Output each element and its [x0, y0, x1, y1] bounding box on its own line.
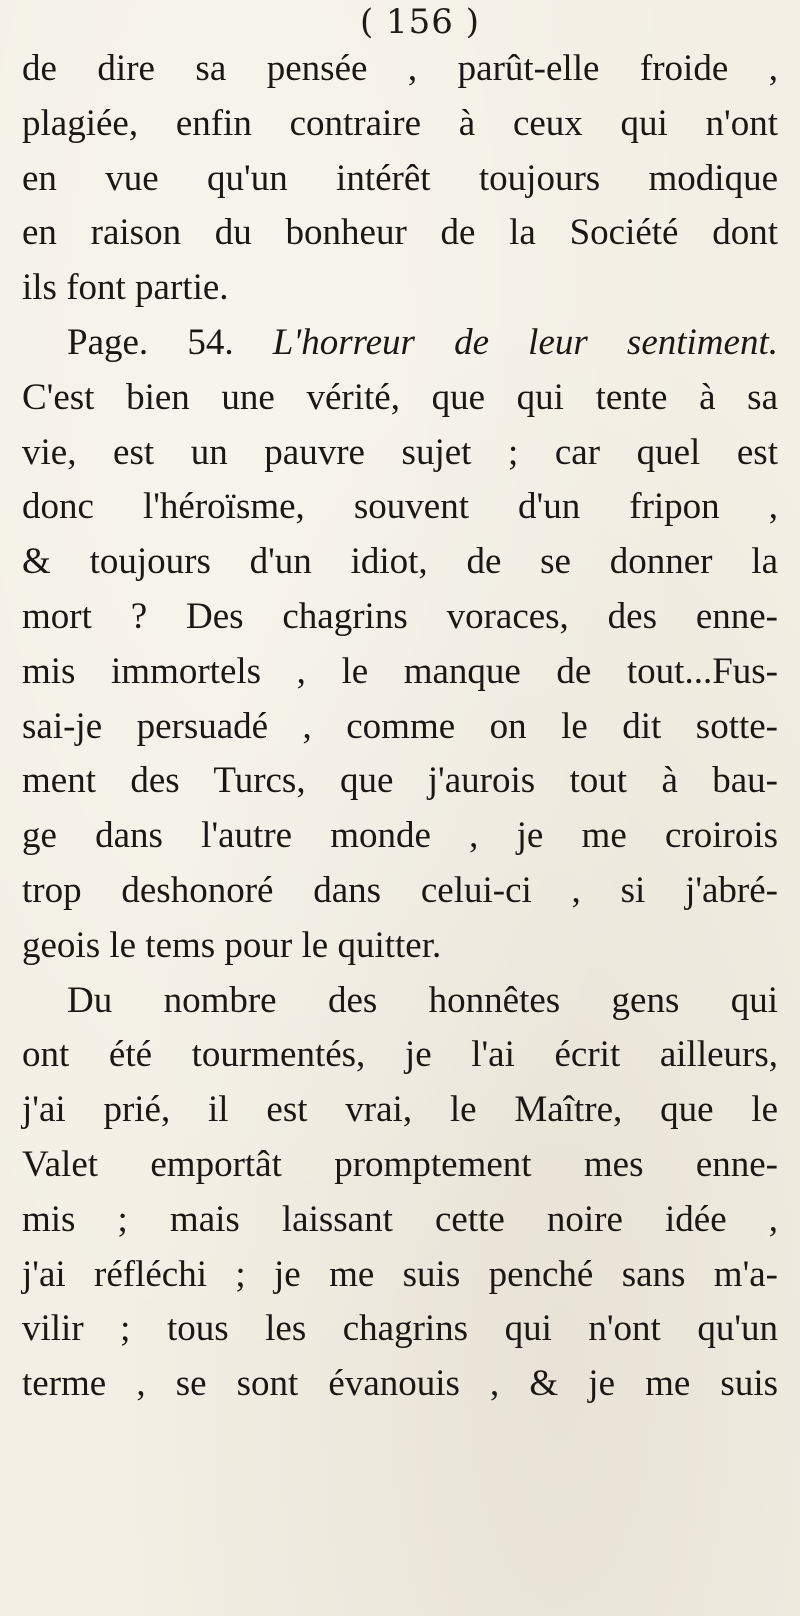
text-line: terme , se sont évanouis , & je me suis — [22, 1363, 778, 1405]
page-text — [22, 42, 778, 1412]
page-reference-title: L'horreur de leur sentiment. — [272, 321, 778, 363]
text-line: mort ? Des chagrins voraces, des enne- — [22, 595, 778, 637]
page-reference-line — [22, 316, 778, 371]
text-line: Valet emportât promptement mes enne- — [22, 1143, 778, 1185]
text-line: sai-je persuadé , comme on le dit sotte- — [22, 705, 778, 747]
text-line: vilir ; tous les chagrins qui n'ont qu'un — [22, 1308, 778, 1350]
text-line: ils font partie. — [22, 267, 229, 309]
text-line: mis immortels , le manque de tout...Fus- — [22, 650, 778, 692]
text-line: plagiée, enfin contraire à ceux qui n'ont — [22, 102, 778, 144]
text-line: ge dans l'autre monde , je me croirois — [22, 815, 778, 857]
text-line: ont été tourmentés, je l'ai écrit ailleurs, — [22, 1034, 778, 1076]
text-line: geois le tems pour le quitter. — [22, 924, 442, 966]
text-line: C'est bien une vérité, que qui tente à sa — [22, 376, 778, 418]
page-number: ( 156 ) — [359, 2, 481, 42]
text-line: j'ai prié, il est vrai, le Maître, que le — [22, 1089, 778, 1131]
page-reference-label: Page. 54. — [67, 321, 273, 363]
text-line: en raison du bonheur de la Société dont — [22, 212, 778, 254]
text-line: Du nombre des honnêtes gens qui — [67, 979, 778, 1021]
text-line: & toujours d'un idiot, de se donner la — [22, 541, 778, 583]
text-line: trop deshonoré dans celui-ci , si j'abré- — [22, 869, 778, 911]
text-line: de dire sa pensée , parût-elle froide , — [22, 48, 778, 89]
text-line: vie, est un pauvre sujet ; car quel est — [22, 431, 778, 473]
text-line: mis ; mais laissant cette noire idée , — [22, 1198, 778, 1240]
text-line: en vue qu'un intérêt toujours modique — [22, 157, 778, 199]
text-line: ment des Turcs, que j'aurois tout à bau- — [22, 760, 778, 802]
text-line: j'ai réfléchi ; je me suis penché sans m'a- — [22, 1253, 778, 1295]
text-line: donc l'héroïsme, souvent d'un fripon , — [22, 486, 778, 528]
